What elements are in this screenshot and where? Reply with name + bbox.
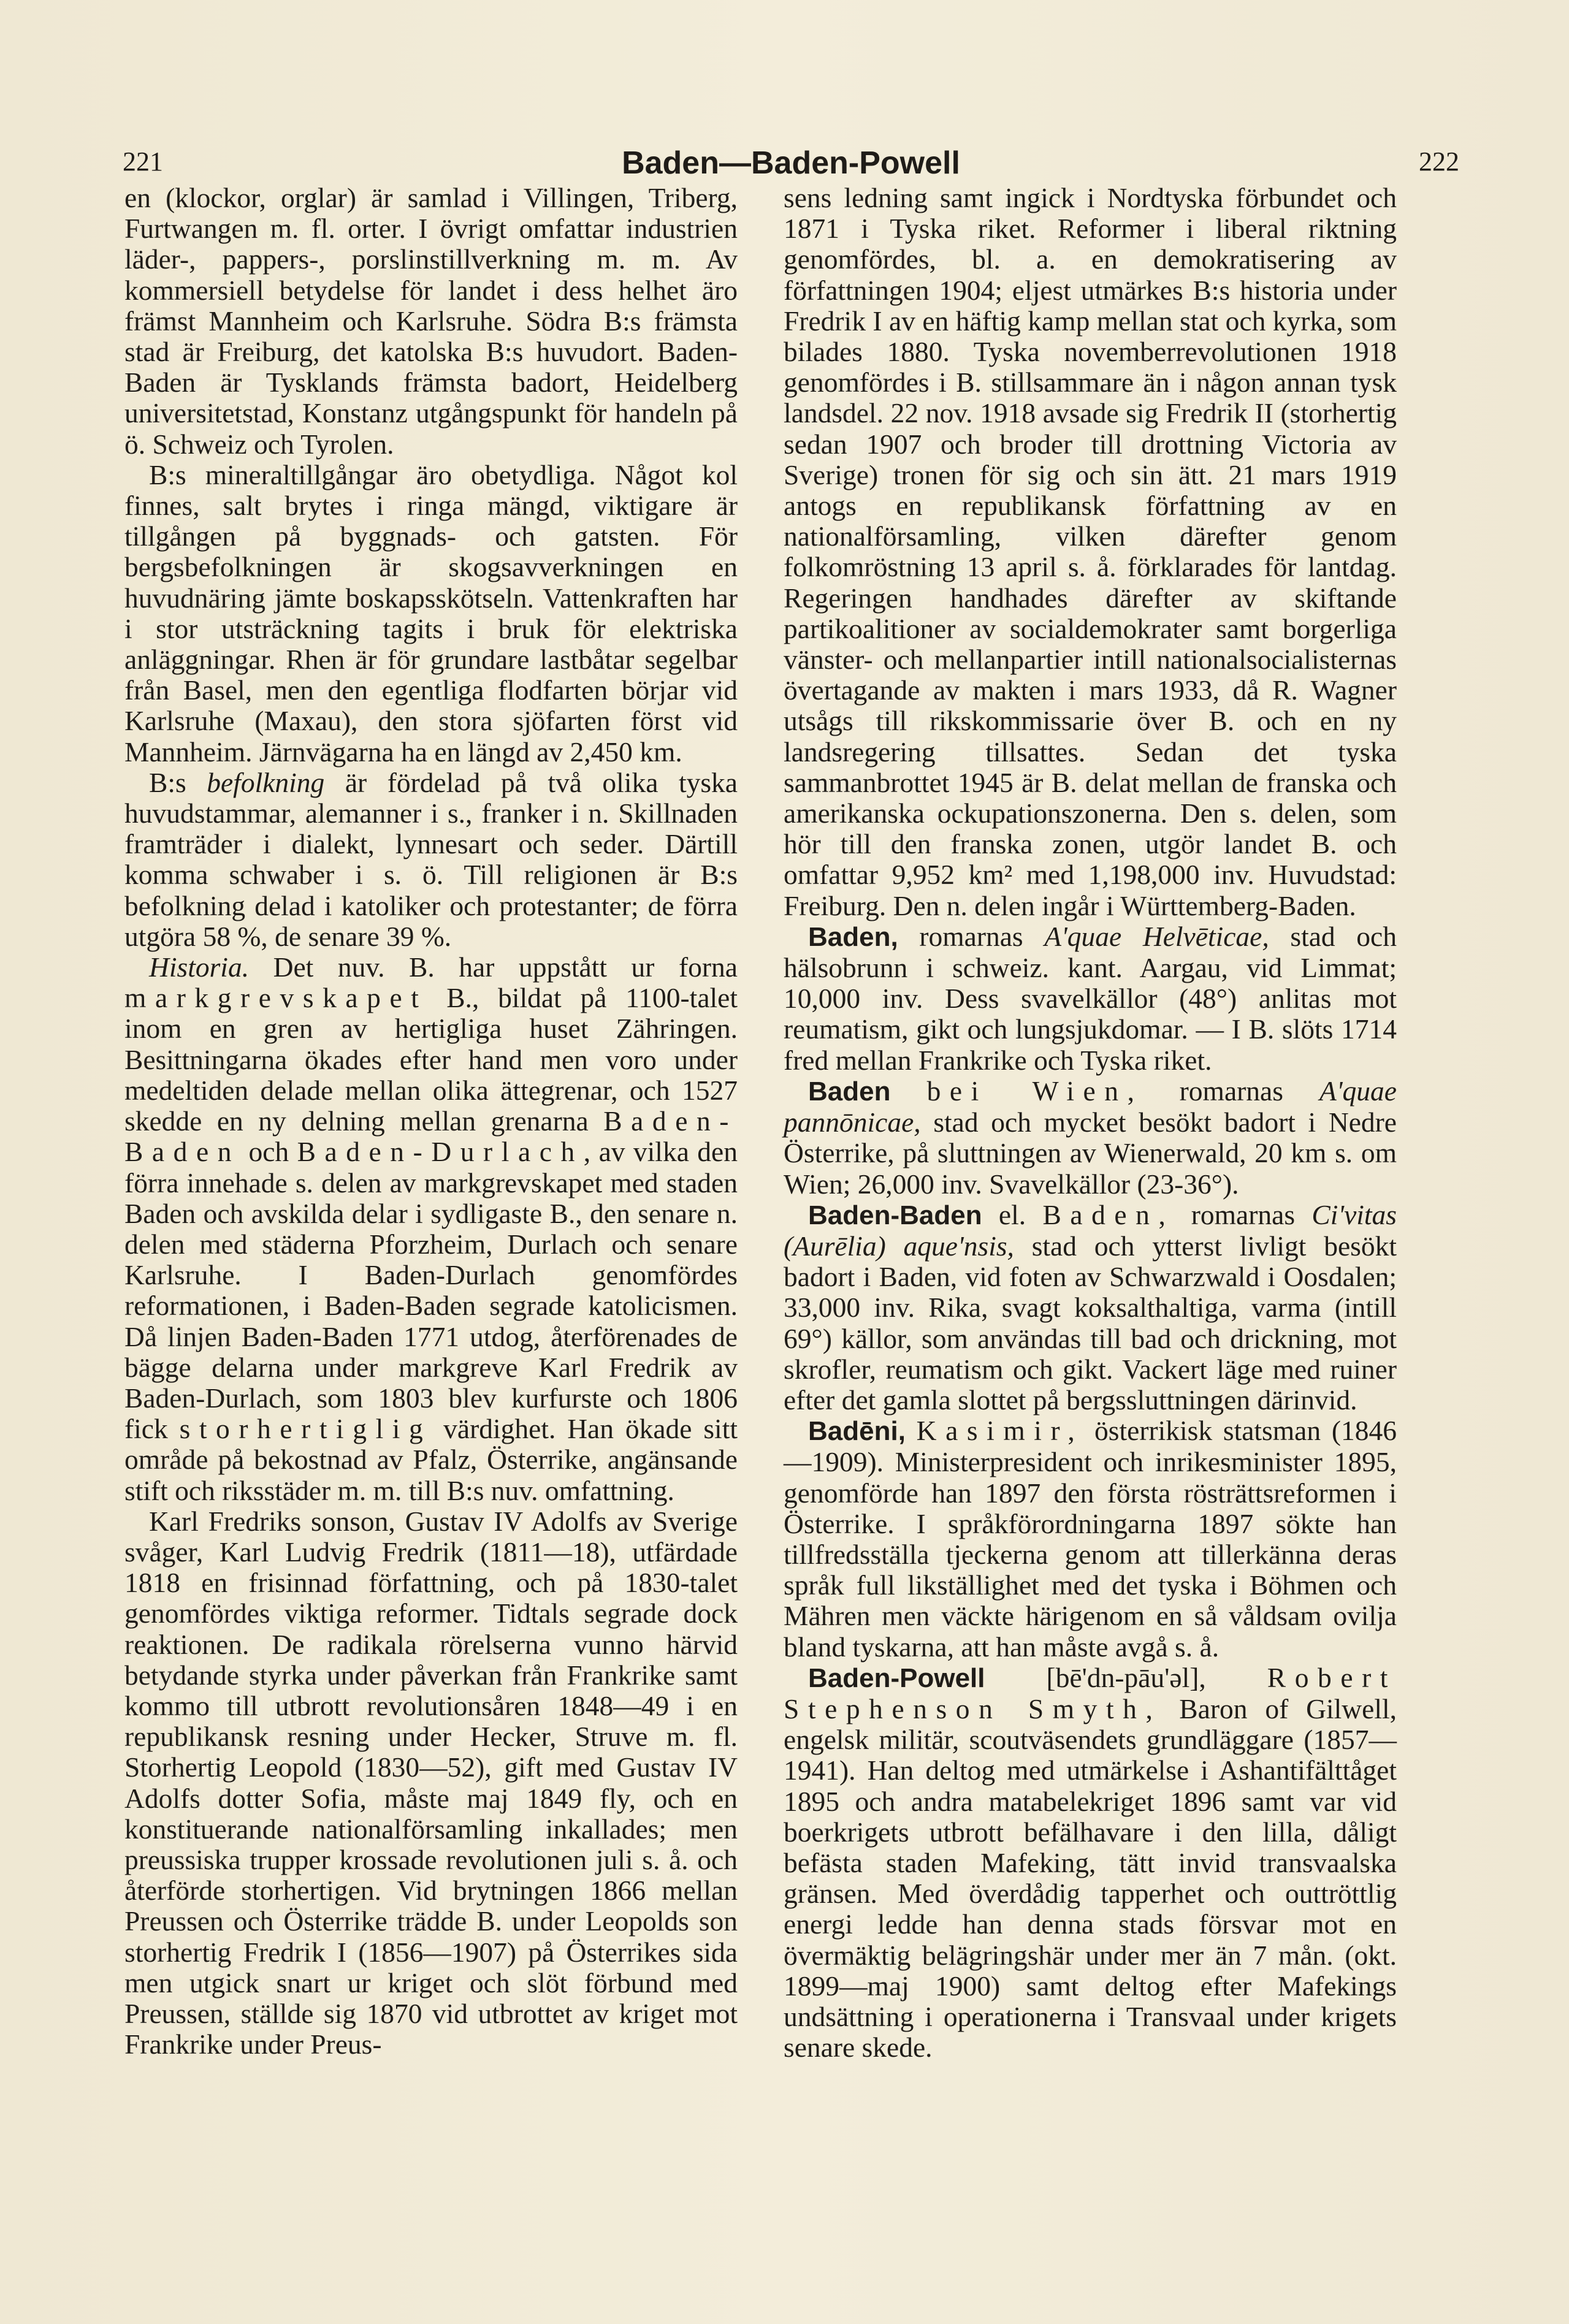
text: en (klockor, orglar) är samlad i Villingen, Triberg, Furtwangen m. fl. orter. I övrigt omfattar industrien läder-, pappers-, porslinstillverkning m. m. Av kommersiell betydelse för landet i dess helhet äro främst Mannheim och Karlsruhe. Södra B:s främsta stad är Freiburg, det katolska B:s huvudort. Baden-Baden är Tysklands främsta badort, Heidelberg universitetstad, Konstanz utgångspunkt för handeln på ö. Schweiz och Tyrolen. [124,182,738,460]
headword: Baden-Powell [808,1663,985,1693]
text: österrikisk statsman (1846—1909). Ministerpresident och inrikesminister 1895, genomförde han 1897 den första rösträttsreformen i Österrike. I språkförordningarna 1897 sökte han tillfredsställa tjeckerna genom att tillerkänna deras språk full likställighet med det tyska i Böhmen och Mähren men väckte härigenom en så våldsam ovilja bland tyskarna, att han måste avgå s. å. [784,1415,1397,1663]
paragraph [124,460,738,768]
paragraph [124,952,738,1506]
paragraph [124,183,738,460]
text: Karl Fredriks sonson, Gustav IV Adolfs av Sverige svåger, Karl Ludvig Fredrik (1811—18), utfärdade 1818 en frisinnad författning, och på 1830-talet genomfördes viktiga reformer. Tidtals segrade dock reaktionen. De radikala rörelserna vunno härvid betydande styrka under påverkan från Frankrike samt kommo till utbrott revolutionsåren 1848—49 i en republikansk resning under Hecker, Struve m. fl. Storhertig Leopold (1830—52), gift med Gustav IV Adolfs dotter Sofia, måste maj 1849 fly, och en konstituerande nationalförsamling inkallades; men preussiska trupper krossade revolutionen juli s. å. och återförde storhertigen. Vid brytningen 1866 mellan Preussen och Österrike trädde B. under Leopolds son storhertig Fredrik I (1856—1907) på Österrikes sida men utgick snart ur kriget och slöt förbund med Preussen, ställde sig 1870 vid utbrottet av kriget mot Frankrike under Preus- [124,1505,738,2060]
headword: Baden-Baden [808,1200,982,1230]
spaced-term: bei Wien, [926,1075,1143,1107]
running-title: Baden—Baden-Powell [622,145,960,181]
entry-baden-baden [784,1200,1397,1415]
spaced-term: markgrevskapet [124,982,428,1014]
text: och [240,1136,297,1168]
text: stad och mycket besökt badort i Nedre Österrike, på sluttningen av Wienerwald, 20 km s. om Wien; 26,000 inv. Svavelkällor (23-36°). [784,1107,1397,1200]
text: Baron of Gilwell, engelsk militär, scoutväsendets grundläggare (1857—1941). Han deltog med utmärkelse i Ashantifälttåget 1895 och andra matabelekriget 1896 samt var vid boerkrigets utbrott befälhavare i den lilla, dåligt befästa staden Mafeking, tätt invid transvaalska gränsen. Med överdådig tapperhet och outtröttlig energi ledde han denna stads försvar mot en övermäktig belägringshär under mer än 7 mån. (okt. 1899—maj 1900) samt deltog efter Mafekings undsättning i operationerna i Transvaal under krigets senare skede. [784,1693,1397,2063]
paragraph [784,183,1397,921]
paragraph [124,768,738,952]
text: Det nuv. B. har uppstått ur forna [249,951,738,983]
page-header [123,140,1459,189]
entry-baden-powell [784,1663,1397,2063]
right-column [784,183,1397,2063]
text: el. [982,1198,1043,1230]
spaced-term: Baden-Baden [124,1105,738,1168]
text: stad och hälsobrunn i schweiz. kant. Aargau, vid Limmat; 10,000 inv. Dess svavelkällor (48°) anlitas mot reumatism, gikt och lungsjukdomar. — I B. slöts 1714 fred mellan Frankrike och Tyska riket. [784,920,1397,1076]
text: , av vilka den förra innehade s. delen av markgrevskapet med staden Baden och avskilda delar i sydligaste B., den senare n. delen med städerna Pforzheim, Durlach och senare Karlsruhe. I Baden-Durlach genomfördes reformationen, i Baden-Baden segrade katolicismen. Då linjen Baden-Baden 1771 utdog, återförenades de bägge delarna under markgreve Karl Fredrik av Baden-Durlach, som 1803 blev kurfurste och 1806 fick [124,1136,738,1445]
latin-name: A'quae pannōnicae, [784,1075,1397,1138]
text: är fördelad på två olika tyska huvudstammar, alemanner i s., franker i n. Skillnaden framträder i dialekt, lynnesart och seder. Därtill komma schwaber i s. ö. Till religionen är B:s befolkning delad i katoliker och protestanter; de förra utgöra 58 %, de senare 39 %. [124,766,738,952]
text: romarnas [1143,1075,1320,1107]
page-number-right: 222 [1419,147,1459,177]
text: B:s mineraltillgångar äro obetydliga. Något kol finnes, salt brytes i ringa mängd, viktigare är tillgången på byggnads- och gatsten. För bergsbefolkningen är skogsavverkningen en huvudnäring jämte boskapsskötseln. Vattenkraften har i stor utsträckning tagits i bruk för elektriska anläggningar. Rhen är för grundare lastbåtar segelbar från Basel, men den egentliga flodfarten börjar vid Karlsruhe (Maxau), den stora sjöfarten först vid Mannheim. Järnvägarna ha en längd av 2,450 km. [124,459,738,768]
text: romarnas [1174,1198,1312,1230]
latin-name: Ci'vitas (Aurēlia) aque'nsis, [784,1198,1397,1262]
section-heading: Historia. [149,951,250,983]
spaced-term: storhertiglig [179,1413,432,1445]
paragraph [124,1506,738,2060]
text: sens ledning samt ingick i Nordtyska förbundet och 1871 i Tyska riket. Reformer i liberal riktning genomfördes, bl. a. en demokratisering av författningen 1904; eljest utmärkes B:s historia under Fredrik I av en häftig kamp mellan stat och kyrka, som bilades 1880. Tyska novemberrevolutionen 1918 genomfördes i B. stillsammare än i någon annan tysk landsdel. 22 nov. 1918 avsade sig Fredrik II (storhertig sedan 1907 och broder till drottning Victoria av Sverige) tronen för sig och sin ätt. 21 mars 1919 antogs en republikansk författning av en nationalförsamling, vilken därefter genom folkomröstning 13 april s. å. förklarades för lantdag. Regeringen handhades därefter av skiftande partikoalitioner av socialdemokrater samt borgerliga vänster- och mellanpartier intill nationalsocialisternas övertagande av makten i mars 1933, då R. Wagner utsågs till rikskommissarie över B. och en ny landsregering tillsattes. Sedan det tyska sammanbrottet 1945 är B. delat mellan de franska och amerikanska ockupationszonerna. Den s. delen, som hör till den franska zonen, utgör landet B. och omfattar 9,952 km² med 1,198,000 inv. Huvudstad: Freiburg. Den n. delen ingår i Württemberg-Baden. [784,182,1397,921]
text: stad och ytterst livligt besökt badort i Baden, vid foten av Schwarzwald i Oosdalen; 33,000 inv. Rika, svagt koksalthaltiga, varma (intill 69°) källor, som användas till bad och drickning, mot skrofler, reumatism och gikt. Vackert läge med ruiner efter det gamla slottet på bergssluttningen därinvid. [784,1230,1397,1415]
italic-term: befolkning [207,766,325,798]
spaced-term: Robert Stephenson Smyth, [784,1661,1397,1724]
entry-baden [784,921,1397,1076]
latin-name: A'quae Helvēticae, [1044,920,1269,952]
pronunciation: [bē'dn-pāu'əl], [985,1661,1267,1693]
text: B., bildat på 1100-talet inom en gren av hertigliga huset Zähringen. Besittningarna ökades efter hand men voro under medeltiden delade mellan olika ättegrenar, och 1527 skedde en ny delning mellan grenarna [124,982,738,1137]
spaced-term: Kasimir, [916,1415,1084,1447]
headword: Badēni, [808,1416,906,1447]
text: B:s [149,766,207,798]
entry-badeni [784,1415,1397,1663]
headword: Baden, [808,921,898,952]
text: romarnas [898,920,1045,952]
spaced-term: Baden-Durlach [297,1136,584,1168]
entry-baden-bei-wien [784,1076,1397,1200]
left-column [124,183,738,2060]
page-number-left: 221 [123,147,163,177]
text: värdighet. Han ökade sitt område på bekostnad av Pfalz, Österrike, angänsande stift och riksstäder m. m. till B:s nuv. omfattning. [124,1413,738,1506]
headword: Baden [808,1076,891,1107]
spaced-term: Baden, [1042,1198,1175,1230]
